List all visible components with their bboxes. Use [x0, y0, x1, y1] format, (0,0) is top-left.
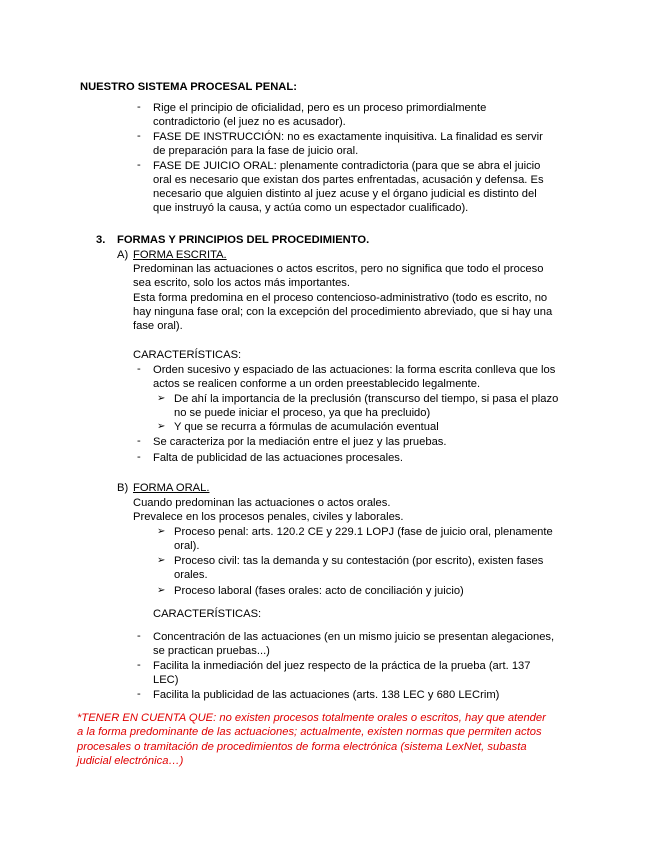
subsection-b-title: FORMA ORAL. [133, 482, 210, 494]
a-bullet-1-line-1: Orden sucesivo y espaciado de las actuaciones: la forma escrita conlleva que los [153, 364, 556, 376]
b-line-2: Prevalece en los procesos penales, civiles y laborales. [133, 511, 404, 523]
b-caract-label: CARACTERÍSTICAS: [153, 608, 262, 620]
a-bullet-1-line-2: actos se realicen conforme a un orden preestablecido legalmente. [153, 378, 481, 390]
b-sub-2-line-1: Proceso civil: tas la demanda y su contestación (por escrito), existen fases [174, 555, 544, 567]
bullet-dash: - [137, 688, 141, 700]
a-sub-1-line-2: no se puede iniciar el proceso, ya que ha precluido) [174, 407, 431, 419]
subsection-b-letter: B) [117, 482, 129, 494]
arrow-bullet-icon: ➢ [157, 526, 166, 537]
b-bullet-2-line-2: LEC) [153, 674, 179, 686]
arrow-bullet-icon: ➢ [157, 585, 166, 596]
section-title: FORMAS Y PRINCIPIOS DEL PROCEDIMIENTO. [117, 234, 370, 246]
a-sub-2: Y que se recurra a fórmulas de acumulación eventual [174, 421, 439, 433]
bullet-dash: - [137, 159, 141, 171]
b-sub-2-line-2: orales. [174, 569, 208, 581]
b-bullet-1-line-1: Concentración de las actuaciones (en un mismo juicio se presentan alegaciones, [153, 631, 555, 643]
bullet-dash: - [137, 630, 141, 642]
arrow-bullet-icon: ➢ [157, 421, 166, 432]
arrow-bullet-icon: ➢ [157, 393, 166, 404]
b-bullet-2-line-1: Facilita la inmediación del juez respecto de la práctica de la prueba (art. 137 [153, 660, 531, 672]
note-line-1: *TENER EN CUENTA QUE: no existen procesos totalmente orales o escritos, hay que atender [77, 712, 546, 724]
intro-bullet-3-line-2: oral es necesario que existan dos partes enfrentadas, acusación y defensa. Es [153, 174, 544, 186]
intro-bullet-2-line-2: de preparación para la fase de juicio oral. [153, 145, 359, 157]
subsection-a-letter: A) [117, 249, 129, 261]
note-line-4: judicial electrónica…) [77, 755, 184, 767]
bullet-dash: - [137, 659, 141, 671]
main-heading: NUESTRO SISTEMA PROCESAL PENAL: [80, 81, 297, 93]
bullet-dash: - [137, 435, 141, 447]
b-line-1: Cuando predominan las actuaciones o actos orales. [133, 497, 391, 509]
note-line-3: procesales o tramitación de procedimientos de forma electrónica (sistema LexNet, subasta [77, 741, 527, 753]
bullet-dash: - [137, 451, 141, 463]
intro-bullet-3-line-3: necesario que alguien distinto al juez acuse y el órgano judicial es distinto del [153, 188, 537, 200]
intro-bullet-1-line-2: contradictorio (el juez no es acusador). [153, 116, 346, 128]
a-bullet-3: Falta de publicidad de las actuaciones procesales. [153, 452, 404, 464]
b-bullet-3: Facilita la publicidad de las actuaciones (arts. 138 LEC y 680 LECrim) [153, 689, 500, 701]
b-sub-3: Proceso laboral (fases orales: acto de conciliación y juicio) [174, 585, 464, 597]
bullet-dash: - [137, 130, 141, 142]
a-paragraph-line-2: sea escrito, solo los actos más importantes. [133, 277, 351, 289]
a-sub-1-line-1: De ahí la importancia de la preclusión (transcurso del tiempo, si pasa el plazo [174, 393, 559, 405]
b-sub-1-line-2: oral). [174, 540, 200, 552]
a-caract-label: CARACTERÍSTICAS: [133, 349, 242, 361]
a-paragraph-line-4: hay ninguna fase oral; con la excepción del procedimiento abreviado, que si hay una [133, 306, 553, 318]
a-paragraph-line-1: Predominan las actuaciones o actos escritos, pero no significa que todo el proceso [133, 263, 544, 275]
intro-bullet-3-line-1: FASE DE JUICIO ORAL: plenamente contradictoria (para que se abra el juicio [153, 160, 541, 172]
bullet-dash: - [137, 363, 141, 375]
intro-bullet-1-line-1: Rige el principio de oficialidad, pero es un proceso primordialmente [153, 102, 487, 114]
b-sub-1-line-1: Proceso penal: arts. 120.2 CE y 229.1 LOPJ (fase de juicio oral, plenamente [174, 526, 553, 538]
a-paragraph-line-3: Esta forma predomina en el proceso contencioso-administrativo (todo es escrito, no [133, 292, 548, 304]
a-bullet-2: Se caracteriza por la mediación entre el juez y las pruebas. [153, 436, 447, 448]
note-line-2: a la forma predominante de las actuaciones; actualmente, existen normas que permiten actos [77, 726, 542, 738]
a-paragraph-line-5: fase oral). [133, 320, 183, 332]
bullet-dash: - [137, 101, 141, 113]
section-number: 3. [96, 234, 106, 246]
arrow-bullet-icon: ➢ [157, 555, 166, 566]
b-bullet-1-line-2: se practican pruebas...) [153, 645, 270, 657]
intro-bullet-3-line-4: que instruyó la causa, y actúa como un espectador cualificado). [153, 202, 469, 214]
intro-bullet-2-line-1: FASE DE INSTRUCCIÓN: no es exactamente inquisitiva. La finalidad es servir [153, 131, 543, 143]
subsection-a-title: FORMA ESCRITA. [133, 249, 227, 261]
